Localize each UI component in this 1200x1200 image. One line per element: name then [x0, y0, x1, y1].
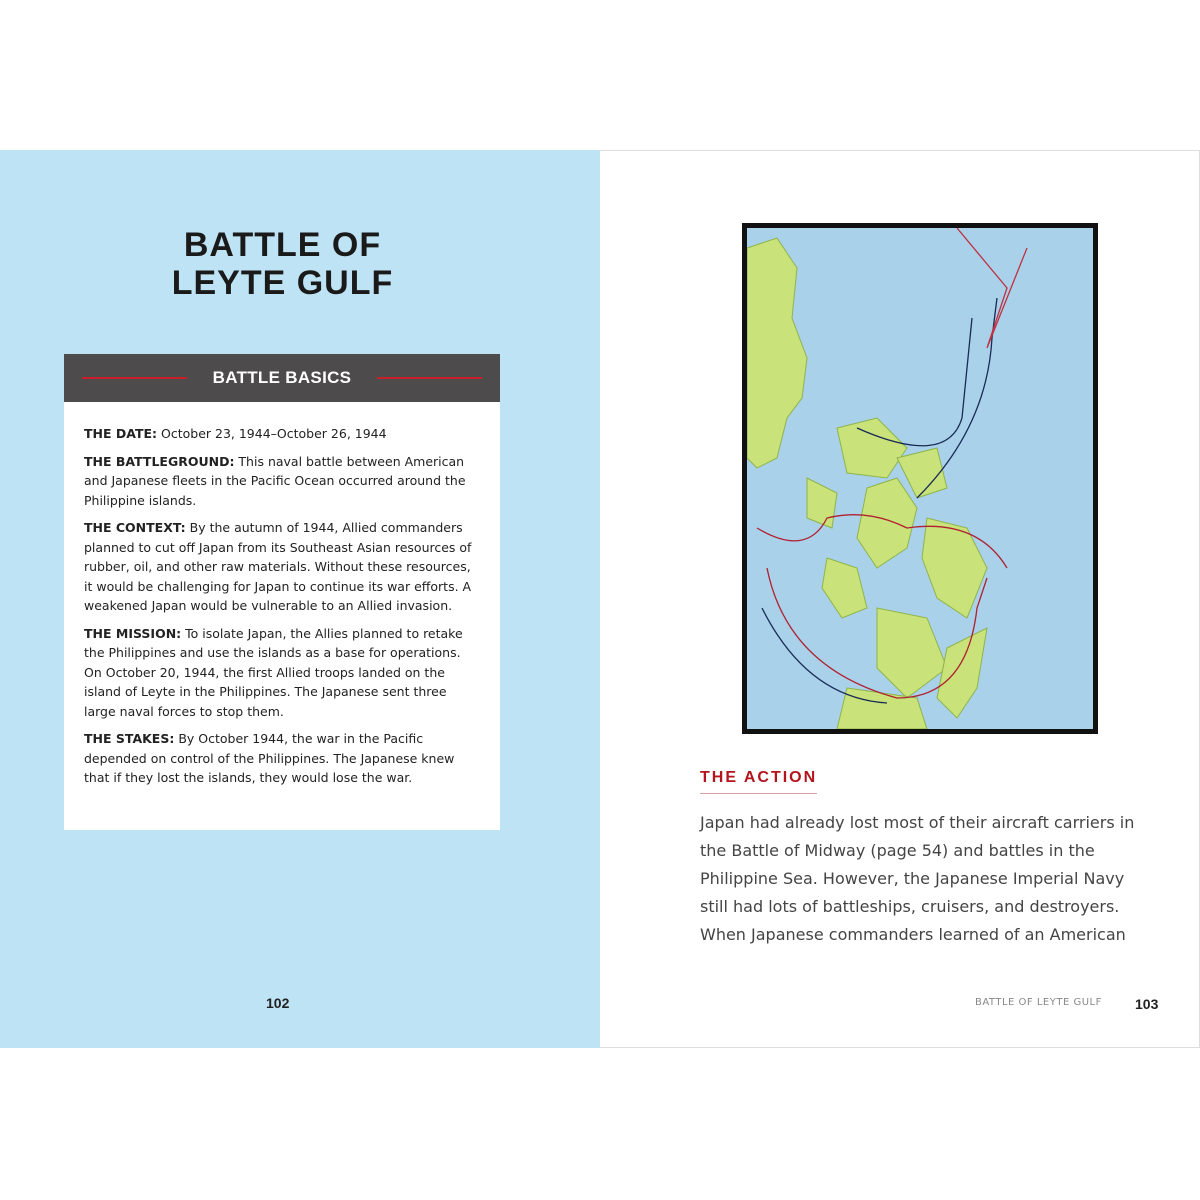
item-label: THE MISSION:: [84, 625, 182, 641]
item-text: This naval battle between American and Japanese fleets in the Pacific Ocean occurred around the Philippine islands.: [84, 453, 466, 508]
item-label: THE CONTEXT:: [84, 520, 186, 535]
item-text: To isolate Japan, the Allies planned to retake the Philippines and use the islands as a base for operations. On October 20, 1944, the first Allied troops landed on the island of Leyte in the Philippines. The Japanese sent three large naval forces to stop them.: [84, 625, 463, 719]
basics-item: [84, 424, 480, 444]
box-header: [64, 354, 500, 402]
box-body: [64, 402, 500, 788]
page-number: 103: [1135, 996, 1159, 1012]
battle-map: [742, 223, 1098, 734]
title-line-1: BATTLE OF: [183, 226, 382, 264]
basics-item: [84, 624, 480, 722]
section-heading: THE ACTION: [700, 769, 817, 794]
running-head: BATTLE OF LEYTE GULF: [975, 997, 1102, 1008]
map-image: [747, 228, 1093, 729]
item-label: THE STAKES:: [84, 731, 175, 746]
page-number: 102: [266, 995, 290, 1011]
left-page: [0, 150, 600, 1048]
item-text: October 23, 1944–October 26, 1944: [157, 426, 387, 441]
item-label: THE BATTLEGROUND:: [84, 453, 235, 469]
box-heading: BATTLE BASICS: [212, 368, 352, 387]
item-text: By October 1944, the war in the Pacific depended on control of the Philippines. The Japanese knew that if they lost the islands, they would lose the war.: [84, 731, 455, 785]
item-label: THE DATE:: [84, 426, 158, 441]
item-text: By the autumn of 1944, Allied commanders planned to cut off Japan from its Southeast Asian resources of rubber, oil, and other raw materials. Without these resources, it would be challenging for Japan to continue its war efforts. A weakened Japan would be vulnerable to an Allied invasion.: [84, 520, 472, 613]
battle-basics-box: [64, 354, 500, 830]
page-title: [0, 226, 565, 302]
body-paragraph: Japan had already lost most of their aircraft carriers in the Battle of Midway (page 54) and battles in the Philippine Sea. However, the Japanese Imperial Navy still had lots of battleships, cruisers, and destroyers. When Japanese commanders learned of an American: [700, 813, 1135, 944]
basics-item: [84, 452, 480, 511]
divider: [377, 377, 482, 379]
divider: [82, 377, 187, 379]
title-line-2: LEYTE GULF: [171, 264, 394, 302]
basics-item: [84, 518, 480, 616]
right-page: [600, 150, 1200, 1048]
basics-item: [84, 729, 480, 788]
